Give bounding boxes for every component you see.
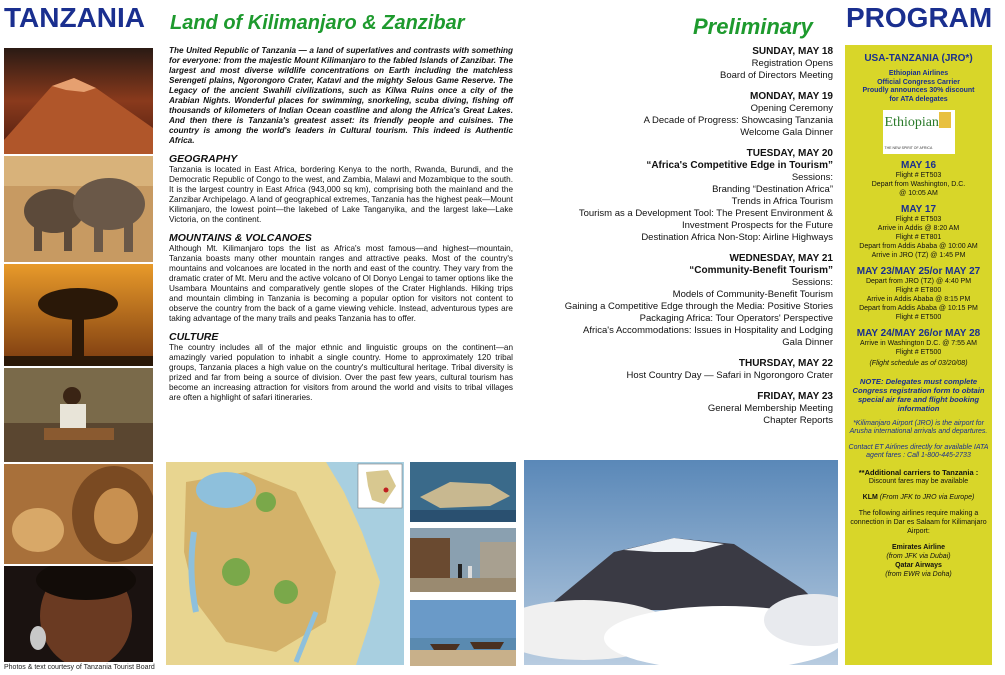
program-day: THURSDAY, MAY 22 (738, 358, 833, 369)
program-item: Sessions: (791, 277, 833, 288)
flight-date-heading: MAY 16 (900, 160, 937, 171)
section-heading: CULTURE (169, 331, 219, 343)
sidebar-title: USA-TANZANIA (JRO*) (864, 53, 973, 64)
intro-paragraph: The United Republic of Tanzania — a land of superlatives and contrasts with something for everyone: from the majestic Mount Kilimanjaro to the fabled Islands of Zanzibar. The largest and most diverse wildlife concentrations on Earth including the matchless Serengeti plains, Ngorongoro Crater, Katavi and the mighty Selous Game Reserve. The Legacy of the ancient Swahili civilizations, such as Kilwa Ruins once a city of the Arabian Nights. Wonderful places for swimming, snorkeling, scuba diving, fishing off thousands of kilometers of Indian Ocean coastline and along the Africa's Great Lakes. And then there is Tanzania's greatest asset: its friendly people and cuisines. The country is among the world's leaders in Cultural tourism. This indeed is Authentic Africa. (169, 46, 513, 145)
flight-detail: @ 10:05 AM (899, 190, 938, 197)
airline-name: Ethiopian Airlines (888, 70, 949, 77)
flight-detail: Arrive in Washington D.C. @ 7:55 AM (860, 340, 977, 347)
klm-label: KLM (862, 493, 878, 501)
program-theme: “Community-Benefit Tourism” (689, 265, 833, 276)
flight-detail: Flight # ET801 (895, 234, 942, 241)
program-day: WEDNESDAY, MAY 21 (729, 253, 833, 264)
delegates-label: for ATA delegates (889, 95, 948, 103)
program-item: Africa's Accommodations: Issues in Hospitality and Lodging (583, 325, 833, 336)
preliminary-heading: Preliminary (693, 14, 813, 39)
program-item: Trends in Africa Tourism (731, 196, 833, 207)
program-item: Packaging Africa: Tour Operators' Perspective (639, 313, 833, 324)
program-item: Tourism as a Development Tool: The Present Environment & (578, 208, 833, 219)
contact-note: Contact ET Airlines directly for available IATA agent fares : Call 1-800-445-2733 (848, 443, 989, 459)
airline-announcement (845, 70, 992, 104)
emirates-label: Emirates Airline (891, 543, 946, 551)
qatar-route: (from EWR via Doha) (885, 570, 952, 578)
program-heading: PROGRAM (846, 2, 993, 33)
program-schedule (515, 46, 833, 427)
flight-detail: Depart from JRO (TZ) @ 4:40 PM (865, 278, 972, 285)
flight-date-heading: MAY 24/MAY 26/or MAY 28 (856, 328, 981, 339)
klm-route: (From JFK to JRO via Europe) (879, 493, 975, 501)
section-body: Although Mt. Kilimanjaro tops the list as Africa's most famous—and highest—mountain, Tanzania boasts many other mountain ranges and attractive peaks. Most of the country's mountains and volcanoes are located in the north and east of the country. They vary from the dramatic crater of Mt. Meru and the active volcano of Ol Donyo Lengai to tamer options like the Usambara Mountains and comparatively gentle slopes of the Crater Highlands. Hiking trips and mountain climbing in Tanzania is becoming a popular option for visitors not content to observe the country from the back of a game viewing vehicle. Instead, adventurous types are taking advantage of the many trails and peaks Tanzania has to offer. (169, 244, 513, 323)
tanzania-map (166, 462, 404, 665)
flight-detail: Flight # ET500 (895, 314, 942, 321)
section-body: Tanzania is located in East Africa, bordering Kenya to the north, Rwanda, Burundi, and the Democratic Republic of Congo to the west, and Zambia, Malawi and Mozambique to the south. It is the largest country in East Africa (943,000 sq km), comprising both the mainland and the Zanzibar Archipelago. A land of geographical extremes, Tanzania has the highest peak—Mount Kilimanjaro, the lowest point—the lakebed of Lake Tanganyika, and the largest lake—Lake Victoria, on the continent. (169, 165, 513, 224)
program-item: Registration Opens (751, 58, 833, 69)
kilimanjaro-note: *Kilimanjaro Airport (JRO) is the airport for Arusha international arrivals and departures. (849, 419, 988, 435)
travel-sidebar (845, 45, 992, 665)
logo-tagline: THE NEW SPIRIT OF AFRICA (884, 146, 933, 150)
program-day: SUNDAY, MAY 18 (752, 46, 833, 57)
program-item: Board of Directors Meeting (720, 70, 833, 81)
program-item: Models of Community-Benefit Tourism (672, 289, 833, 300)
program-item: Destination Africa Non-Stop: Airline Highways (641, 232, 833, 243)
flight-detail: Depart from Washington, D.C. (871, 181, 966, 188)
flight-detail: Flight # ET800 (895, 287, 942, 294)
logo-wordmark: Ethiopian (884, 115, 939, 130)
qatar-label: Qatar Airways (895, 561, 942, 569)
program-item: Sessions: (791, 172, 833, 183)
program-day: MONDAY, MAY 19 (750, 91, 833, 102)
subtitle: Land of Kilimanjaro & Zanzibar (170, 12, 465, 34)
flight-detail: Arrive in JRO (TZ) @ 1:45 PM (871, 252, 966, 259)
program-item: Gaining a Competitive Edge through the Media: Positive Stories (564, 301, 833, 312)
discount-note: Discount fares may be available (868, 477, 969, 485)
section-body: The country includes all of the major ethnic and linguistic groups on the continent—an amazingly varied population to inhabit a single country. Home to approximately 120 tribal groups, Tanzania places a high value on the country's multicultural heritage. Tribal diversity is prized and far from being a source of division. Over the past few years, cultural tourism has become an increasing attraction for visitors from around the world and visits to tribal villages are often a highlight of safari itineraries. (169, 343, 513, 402)
flight-detail: Depart from Addis Ababa @ 10:00 AM (859, 243, 978, 250)
schedule-note: (Flight schedule as of 03/20/08) (869, 360, 968, 367)
ethiopian-logo (883, 110, 955, 154)
section-culture (169, 332, 513, 403)
program-theme: “Africa's Competitive Edge in Tourism” (646, 160, 833, 171)
program-item: Branding “Destination Africa” (712, 184, 833, 195)
photo-kilimanjaro-sunset (4, 48, 153, 154)
flight-date-heading: MAY 23/MAY 25/or MAY 27 (856, 266, 981, 277)
program-day: FRIDAY, MAY 23 (757, 391, 833, 402)
flight-date-heading: MAY 17 (900, 204, 937, 215)
section-mountains (169, 233, 513, 324)
photo-zanzibar-aerial (410, 462, 516, 522)
photo-street-scene (410, 528, 516, 592)
delegates-note: NOTE: Delegates must complete Congress registration form to obtain special air fare and flight booking information (852, 376, 985, 413)
program-item: General Membership Meeting (707, 403, 833, 414)
carrier-label: Official Congress Carrier (877, 78, 960, 86)
section-heading: GEOGRAPHY (169, 153, 238, 165)
section-geography (169, 154, 513, 225)
flight-detail: Flight # ET503 (895, 172, 942, 179)
flight-detail: Depart from Addis Ababa @ 10:15 PM (859, 305, 978, 312)
program-item: Host Country Day — Safari in Ngorongoro Crater (626, 370, 833, 381)
flight-detail: Flight # ET500 (895, 349, 942, 356)
section-heading: MOUNTAINS & VOLCANOES (169, 232, 312, 244)
photo-kilimanjaro-clouds (524, 460, 838, 665)
emirates-route: (from JFK via Dubai) (886, 552, 951, 560)
program-day: TUESDAY, MAY 20 (746, 148, 833, 159)
flight-detail: Flight # ET503 (895, 216, 942, 223)
flight-detail: Arrive in Addis @ 8:20 AM (877, 225, 960, 232)
photo-credit: Photos & text courtesy of Tanzania Tourist Board (4, 664, 155, 671)
program-item: Opening Ceremony (750, 103, 833, 114)
program-item: Gala Dinner (782, 337, 833, 348)
discount-label: Proudly announces 30% discount (862, 87, 975, 94)
photo-lions (4, 464, 153, 564)
program-item: A Decade of Progress: Showcasing Tanzania (643, 115, 833, 126)
additional-carriers: **Additional carriers to Tanzania : (858, 467, 979, 477)
photo-woodcarver (4, 368, 153, 462)
main-text-column (169, 46, 513, 411)
photo-maasai-portrait (4, 566, 153, 662)
connection-note: The following airlines require making a connection in Dar es Salaam for Kilimanjaro Airport: (850, 509, 987, 535)
photo-elephants (4, 156, 153, 262)
klm-line (845, 493, 992, 502)
program-item: Investment Prospects for the Future (681, 220, 833, 231)
photo-dhow-boats (410, 600, 516, 666)
photo-baobab-sunset (4, 264, 153, 366)
tanzania-title: TANZANIA (4, 2, 146, 33)
program-item: Chapter Reports (763, 415, 833, 426)
program-item: Welcome Gala Dinner (740, 127, 833, 138)
flight-detail: Arrive in Addis Ababa @ 8:15 PM (866, 296, 971, 303)
